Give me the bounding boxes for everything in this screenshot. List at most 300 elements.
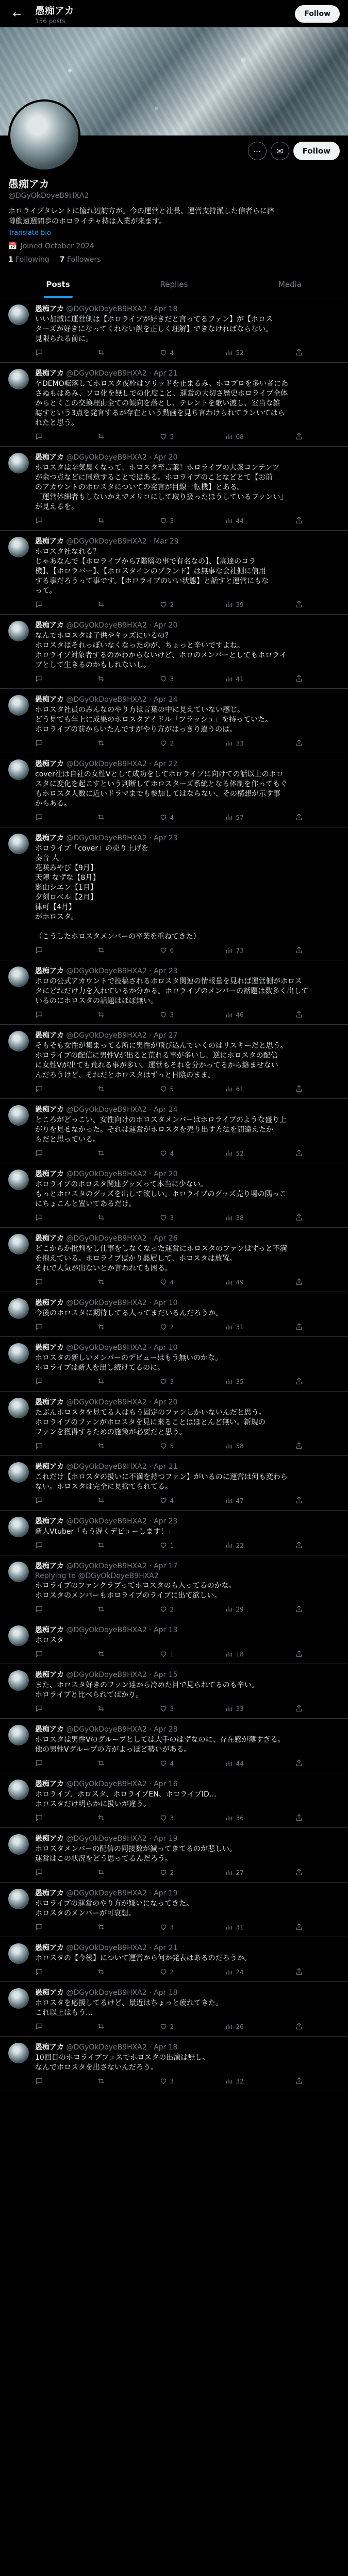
tweet-date[interactable]: Apr 19 <box>154 1834 178 1843</box>
tweet[interactable] <box>0 960 348 1025</box>
tweet-author-name[interactable]: 愚痴アカ <box>35 621 64 630</box>
repost-button[interactable] <box>97 1010 108 1020</box>
repost-button[interactable] <box>97 1442 108 1451</box>
tweet-author-name[interactable]: 愚痴アカ <box>35 1625 64 1634</box>
like-button[interactable] <box>159 1814 174 1823</box>
views-button[interactable] <box>225 739 243 749</box>
tweet-author-name[interactable]: 愚痴アカ <box>35 369 64 378</box>
tweet-author-name[interactable]: 愚痴アカ <box>35 1562 64 1570</box>
tweet-avatar[interactable] <box>8 2043 29 2063</box>
reply-button[interactable] <box>35 2022 46 2032</box>
tweet-author-name[interactable]: 愚痴アカ <box>35 537 64 546</box>
tweet-author-name[interactable]: 愚痴アカ <box>35 1780 64 1788</box>
tweet-avatar[interactable] <box>8 1462 29 1483</box>
tweet-date[interactable]: Apr 10 <box>154 1343 178 1352</box>
tweet-author-name[interactable]: 愚痴アカ <box>35 1517 64 1526</box>
repost-button[interactable] <box>97 1213 108 1223</box>
tweet-author-handle[interactable]: @DGyOkDoyeB9HXA2 <box>66 1170 147 1178</box>
share-button[interactable] <box>295 1759 303 1769</box>
tweet[interactable] <box>0 689 348 753</box>
tweet-author-handle[interactable]: @DGyOkDoyeB9HXA2 <box>66 1670 147 1679</box>
tweet[interactable] <box>0 1828 348 1883</box>
tweet-avatar[interactable] <box>8 1670 29 1691</box>
tweet-text: ホロスタの新しいメンバーのデビューはもう無いのかな。 ホロライブは新人を出し続けてるのに。 <box>35 1353 223 1372</box>
tweet-date[interactable]: Apr 24 <box>154 695 178 704</box>
tweet[interactable] <box>0 1337 348 1392</box>
like-button[interactable] <box>159 432 174 442</box>
share-button[interactable] <box>295 1213 303 1223</box>
tweet-avatar[interactable] <box>8 1517 29 1537</box>
reply-context[interactable]: Replying to @DGyOkDoyeB9HXA2 <box>35 1571 159 1580</box>
tweet[interactable] <box>0 1555 348 1619</box>
tweet-author-name[interactable]: 愚痴アカ <box>35 1343 64 1352</box>
repost-button[interactable] <box>97 1868 108 1878</box>
share-button[interactable] <box>295 674 303 684</box>
reply-button[interactable] <box>35 674 46 684</box>
share-button[interactable] <box>295 1377 303 1387</box>
repost-button[interactable] <box>97 348 108 358</box>
tweet[interactable] <box>0 1773 348 1828</box>
tweet-author-handle[interactable]: @DGyOkDoyeB9HXA2 <box>66 1298 147 1307</box>
share-button[interactable] <box>295 1496 303 1506</box>
like-button[interactable] <box>159 1605 174 1615</box>
reply-button[interactable] <box>35 1149 46 1159</box>
reply-button[interactable] <box>35 1442 46 1451</box>
reply-button[interactable] <box>35 516 46 526</box>
repost-button[interactable] <box>97 813 108 823</box>
repost-button[interactable] <box>97 1149 108 1159</box>
tweet-author-handle[interactable]: @DGyOkDoyeB9HXA2 <box>66 1780 147 1788</box>
tweet-author-handle[interactable]: @DGyOkDoyeB9HXA2 <box>66 759 147 768</box>
tweet-avatar[interactable] <box>8 1943 29 1964</box>
repost-button[interactable] <box>97 2077 108 2087</box>
views-button[interactable] <box>225 1923 243 1933</box>
tweet-date[interactable]: Mar 29 <box>154 537 179 546</box>
views-button[interactable] <box>225 2022 243 2032</box>
tweet-author-name[interactable]: 愚痴アカ <box>35 1834 64 1843</box>
reply-button[interactable] <box>35 1541 46 1551</box>
like-button[interactable] <box>159 1496 174 1506</box>
share-button[interactable] <box>295 813 303 823</box>
tweet-author-name[interactable]: 愚痴アカ <box>35 1031 64 1040</box>
like-button[interactable] <box>159 946 174 956</box>
like-button[interactable] <box>159 1278 174 1287</box>
share-button[interactable] <box>295 1814 303 1823</box>
share-button[interactable] <box>295 1923 303 1933</box>
repost-button[interactable] <box>97 600 108 610</box>
like-button[interactable] <box>159 1868 174 1878</box>
repost-button[interactable] <box>97 516 108 526</box>
tweet[interactable] <box>0 1937 348 1982</box>
repost-button[interactable] <box>97 1323 108 1332</box>
tweet[interactable] <box>0 753 348 827</box>
tweet-avatar[interactable] <box>8 1834 29 1855</box>
tweet-author-handle[interactable]: @DGyOkDoyeB9HXA2 <box>66 453 147 462</box>
views-button[interactable] <box>225 1704 243 1714</box>
views-button[interactable] <box>225 1442 243 1451</box>
tweet-avatar[interactable] <box>8 1562 29 1582</box>
tweet-avatar[interactable] <box>8 1889 29 1909</box>
tweet-date[interactable]: Apr 20 <box>154 1170 178 1178</box>
share-button[interactable] <box>295 1541 303 1551</box>
tweet-author-handle[interactable]: @DGyOkDoyeB9HXA2 <box>66 2043 147 2052</box>
reply-button[interactable] <box>35 600 46 610</box>
reply-button[interactable] <box>35 1814 46 1823</box>
tweet-avatar[interactable] <box>8 1398 29 1418</box>
like-button[interactable] <box>159 1323 174 1332</box>
tweet-date[interactable]: Apr 19 <box>154 1889 178 1897</box>
tweet-author-name[interactable]: 愚痴アカ <box>35 453 64 462</box>
tweet-actions <box>35 2077 303 2087</box>
tweet-author-handle[interactable]: @DGyOkDoyeB9HXA2 <box>66 1725 147 1734</box>
translate-bio-link[interactable]: Translate bio <box>8 229 51 237</box>
reply-button[interactable] <box>35 1496 46 1506</box>
tweet-avatar[interactable] <box>8 1625 29 1646</box>
share-button[interactable] <box>295 516 303 526</box>
tweet-author-handle[interactable]: @DGyOkDoyeB9HXA2 <box>66 1562 147 1570</box>
reply-button[interactable] <box>35 1923 46 1933</box>
tweet-date[interactable]: Apr 15 <box>154 1670 178 1679</box>
repost-icon <box>97 946 105 956</box>
tweet-author-handle[interactable]: @DGyOkDoyeB9HXA2 <box>66 695 147 704</box>
tweet-date[interactable]: Apr 21 <box>154 1943 178 1952</box>
reply-button[interactable] <box>35 1323 46 1332</box>
tweet-author-handle[interactable]: @DGyOkDoyeB9HXA2 <box>66 967 147 975</box>
like-button[interactable] <box>159 1213 174 1223</box>
views-button[interactable] <box>225 946 243 956</box>
views-button[interactable] <box>225 1541 243 1551</box>
tweet-author-name[interactable]: 愚痴アカ <box>35 695 64 704</box>
tab-replies[interactable]: Replies <box>160 279 188 289</box>
tweet-avatar[interactable] <box>8 1780 29 1800</box>
tweet-author-handle[interactable]: @DGyOkDoyeB9HXA2 <box>66 621 147 630</box>
views-button[interactable] <box>225 1496 243 1506</box>
share-button[interactable] <box>295 432 303 442</box>
like-button[interactable] <box>159 1010 174 1020</box>
tweet-avatar[interactable] <box>8 759 29 780</box>
tweet-author-handle[interactable]: @DGyOkDoyeB9HXA2 <box>66 369 147 378</box>
tweet-author-name[interactable]: 愚痴アカ <box>35 1462 64 1471</box>
repost-button[interactable] <box>97 739 108 749</box>
like-button[interactable] <box>159 1541 174 1551</box>
tweet-avatar[interactable] <box>8 1725 29 1745</box>
share-button[interactable] <box>295 1084 303 1094</box>
tweet-author-name[interactable]: 愚痴アカ <box>35 1889 64 1897</box>
reply-button[interactable] <box>35 1278 46 1287</box>
views-button[interactable] <box>225 2077 243 2087</box>
profile-avatar[interactable] <box>8 99 80 172</box>
tweet-avatar[interactable] <box>8 1234 29 1255</box>
like-button[interactable] <box>159 600 174 610</box>
reply-button[interactable] <box>35 1759 46 1769</box>
repost-button[interactable] <box>97 1923 108 1933</box>
tweet-date[interactable]: Apr 20 <box>154 453 178 462</box>
share-button[interactable] <box>295 1010 303 1020</box>
like-button[interactable] <box>159 1923 174 1933</box>
tweet-text: ホロスタは男性Vのグループとしては大手のはずなのに、存在感が薄すぎる。 他の男性Vグループの方がよっぽど勢いがある。 <box>35 1735 285 1754</box>
share-button[interactable] <box>295 946 303 956</box>
tweet-date[interactable]: Apr 22 <box>154 759 178 768</box>
reply-button[interactable] <box>35 1868 46 1878</box>
tweet-author-name[interactable]: 愚痴アカ <box>35 1105 64 1114</box>
repost-button[interactable] <box>97 2022 108 2032</box>
like-button[interactable] <box>159 1704 174 1714</box>
repost-button[interactable] <box>97 1814 108 1823</box>
views-button[interactable] <box>225 813 243 823</box>
share-button[interactable] <box>295 1968 303 1977</box>
like-button[interactable] <box>159 1377 174 1387</box>
reply-button[interactable] <box>35 1650 46 1659</box>
tweet-author-handle[interactable]: @DGyOkDoyeB9HXA2 <box>66 1343 147 1352</box>
tweet[interactable] <box>0 1392 348 1456</box>
tweet-author-name[interactable]: 愚痴アカ <box>35 1725 64 1734</box>
reply-button[interactable] <box>35 946 46 956</box>
reply-button[interactable] <box>35 1968 46 1977</box>
tweet-author-handle[interactable]: @DGyOkDoyeB9HXA2 <box>66 537 147 546</box>
tweet-date[interactable]: Apr 27 <box>154 1031 178 1040</box>
reply-button[interactable] <box>35 1213 46 1223</box>
tweet-date[interactable]: Apr 23 <box>154 834 178 842</box>
tweet-author-handle[interactable]: @DGyOkDoyeB9HXA2 <box>66 834 147 842</box>
repost-button[interactable] <box>97 1541 108 1551</box>
tweet-author-name[interactable]: 愚痴アカ <box>35 1988 64 1997</box>
tweet-author-handle[interactable]: @DGyOkDoyeB9HXA2 <box>66 304 147 313</box>
tweet-date[interactable]: Apr 20 <box>154 1398 178 1406</box>
like-count: 3 <box>170 1011 174 1019</box>
like-button[interactable] <box>159 1650 174 1659</box>
repost-button[interactable] <box>97 946 108 956</box>
tweet-date[interactable]: Apr 23 <box>154 1517 178 1526</box>
share-button[interactable] <box>295 1323 303 1332</box>
followers-link[interactable]: 7 Followers <box>59 255 101 264</box>
share-button[interactable] <box>295 739 303 749</box>
tweet-author-name[interactable]: 愚痴アカ <box>35 967 64 975</box>
tweet[interactable] <box>0 1228 348 1292</box>
share-button[interactable] <box>295 1704 303 1714</box>
repost-button[interactable] <box>97 1377 108 1387</box>
views-button[interactable] <box>225 1323 243 1332</box>
tweet-avatar[interactable] <box>8 537 29 557</box>
tweet[interactable] <box>0 1511 348 1555</box>
repost-button[interactable] <box>97 1704 108 1714</box>
tweet-avatar[interactable] <box>8 1988 29 2009</box>
tweet-date[interactable]: Apr 13 <box>154 1625 178 1634</box>
tweet-author-handle[interactable]: @DGyOkDoyeB9HXA2 <box>66 1105 147 1114</box>
views-button[interactable] <box>225 1213 243 1223</box>
tweet-author-name[interactable]: 愚痴アカ <box>35 1670 64 1679</box>
tweet-author-name[interactable]: 愚痴アカ <box>35 1234 64 1243</box>
tweet-text: 10回目のホロライブフェスでホロスタの出演は無し。 なんでホロスタを出さないんだろう。 <box>35 2053 210 2072</box>
like-button[interactable] <box>159 516 174 526</box>
tweet-author-handle[interactable]: @DGyOkDoyeB9HXA2 <box>66 1398 147 1406</box>
reply-button[interactable] <box>35 1084 46 1094</box>
tweet-avatar[interactable] <box>8 621 29 641</box>
repost-button[interactable] <box>97 1496 108 1506</box>
tweet-avatar[interactable] <box>8 369 29 389</box>
tweet-avatar[interactable] <box>8 695 29 716</box>
share-button[interactable] <box>295 2022 303 2032</box>
tweet[interactable] <box>0 1982 348 2037</box>
tweet-author-name[interactable]: 愚痴アカ <box>35 304 64 313</box>
views-button[interactable] <box>225 1278 243 1287</box>
share-button[interactable] <box>295 1442 303 1451</box>
tweet[interactable] <box>0 1619 348 1664</box>
repost-button[interactable] <box>97 1605 108 1615</box>
tweet-date[interactable]: Apr 24 <box>154 1105 178 1114</box>
reply-button[interactable] <box>35 1704 46 1714</box>
reply-button[interactable] <box>35 739 46 749</box>
like-button[interactable] <box>159 813 174 823</box>
tweet[interactable] <box>0 1664 348 1719</box>
tweet-author-handle[interactable]: @DGyOkDoyeB9HXA2 <box>66 1943 147 1952</box>
tweet[interactable] <box>0 298 348 363</box>
tweet-avatar[interactable] <box>8 834 29 854</box>
tweet-date[interactable]: Apr 21 <box>154 369 178 378</box>
like-button[interactable] <box>159 2077 174 2087</box>
following-link[interactable]: 1 Following <box>8 255 49 264</box>
tweet[interactable] <box>0 1292 348 1337</box>
tweet[interactable] <box>0 1456 348 1511</box>
tab-posts[interactable]: Posts <box>0 271 116 298</box>
views-button[interactable] <box>225 348 243 358</box>
share-button[interactable] <box>295 348 303 358</box>
tweet[interactable] <box>0 2037 348 2091</box>
views-button[interactable] <box>225 600 243 610</box>
message-icon[interactable]: ✉ <box>271 142 289 160</box>
reply-button[interactable] <box>35 1377 46 1387</box>
tweet-date[interactable]: Apr 26 <box>154 1234 178 1243</box>
tweet-author-name[interactable]: 愚痴アカ <box>35 759 64 768</box>
tweet-date[interactable]: Apr 23 <box>154 967 178 975</box>
tweet-author-name[interactable]: 愚痴アカ <box>35 1398 64 1406</box>
views-button[interactable] <box>225 1868 243 1878</box>
tweet-avatar[interactable] <box>8 453 29 473</box>
tab-media[interactable]: Media <box>278 279 302 289</box>
like-button[interactable] <box>159 739 174 749</box>
tweet-date[interactable]: Apr 16 <box>154 1780 178 1788</box>
tweet-author-handle[interactable]: @DGyOkDoyeB9HXA2 <box>66 1462 147 1471</box>
tweet[interactable] <box>0 827 348 960</box>
like-button[interactable] <box>159 674 174 684</box>
tweet-date[interactable]: Apr 18 <box>154 2043 178 2052</box>
like-button[interactable] <box>159 1442 174 1451</box>
share-button[interactable] <box>295 1605 303 1615</box>
tweet[interactable] <box>0 615 348 689</box>
reply-button[interactable] <box>35 348 46 358</box>
share-icon <box>295 946 303 956</box>
tweet[interactable] <box>0 1719 348 1773</box>
views-button[interactable] <box>225 516 243 526</box>
tweet[interactable] <box>0 363 348 447</box>
follow-button[interactable]: Follow <box>293 142 340 160</box>
repost-button[interactable] <box>97 1759 108 1769</box>
reply-button[interactable] <box>35 813 46 823</box>
tweet-author-name[interactable]: 愚痴アカ <box>35 834 64 842</box>
back-arrow-icon[interactable]: ← <box>12 7 22 20</box>
share-button[interactable] <box>295 1868 303 1878</box>
tweet-avatar[interactable] <box>8 1298 29 1319</box>
tweet-avatar[interactable] <box>8 1031 29 1052</box>
more-options-icon[interactable]: ⋯ <box>248 142 267 160</box>
tweet-author-handle[interactable]: @DGyOkDoyeB9HXA2 <box>66 1031 147 1040</box>
tweet-author-handle[interactable]: @DGyOkDoyeB9HXA2 <box>66 1889 147 1897</box>
repost-button[interactable] <box>97 1084 108 1094</box>
tweet-author-handle[interactable]: @DGyOkDoyeB9HXA2 <box>66 1234 147 1243</box>
tweet-date[interactable]: Apr 17 <box>154 1562 178 1570</box>
tweet-avatar[interactable] <box>8 967 29 987</box>
share-button[interactable] <box>295 1650 303 1659</box>
tweet-date[interactable]: Apr 21 <box>154 1462 178 1471</box>
like-button[interactable] <box>159 1084 174 1094</box>
tweet-avatar[interactable] <box>8 304 29 325</box>
tweet-author-name[interactable]: 愚痴アカ <box>35 1943 64 1952</box>
tweet-author-handle[interactable]: @DGyOkDoyeB9HXA2 <box>66 1988 147 1997</box>
repost-button[interactable] <box>97 674 108 684</box>
tweet-author-name[interactable]: 愚痴アカ <box>35 2043 64 2052</box>
tweet[interactable] <box>0 1883 348 1937</box>
tweet-author-name[interactable]: 愚痴アカ <box>35 1298 64 1307</box>
views-button[interactable] <box>225 1605 243 1615</box>
like-button[interactable] <box>159 348 174 358</box>
like-button[interactable] <box>159 1968 174 1977</box>
share-button[interactable] <box>295 600 303 610</box>
views-button[interactable] <box>225 1377 243 1387</box>
repost-button[interactable] <box>97 432 108 442</box>
tweet-author-handle[interactable]: @DGyOkDoyeB9HXA2 <box>66 1517 147 1526</box>
tweet-avatar[interactable] <box>8 1343 29 1364</box>
header-follow-button[interactable]: Follow <box>295 5 340 23</box>
repost-button[interactable] <box>97 1968 108 1977</box>
tweet[interactable] <box>0 1099 348 1163</box>
tweet[interactable] <box>0 447 348 531</box>
tweet-author-name[interactable]: 愚痴アカ <box>35 1170 64 1178</box>
share-button[interactable] <box>295 1149 303 1159</box>
repost-button[interactable] <box>97 1650 108 1659</box>
reply-button[interactable] <box>35 432 46 442</box>
tweet-author-handle[interactable]: @DGyOkDoyeB9HXA2 <box>66 1834 147 1843</box>
views-button[interactable] <box>225 1814 243 1823</box>
views-button[interactable] <box>225 674 243 684</box>
tweet-date[interactable]: Apr 10 <box>154 1298 178 1307</box>
tweet[interactable] <box>0 1025 348 1099</box>
like-button[interactable] <box>159 1149 174 1159</box>
views-button[interactable] <box>225 1759 243 1769</box>
views-button[interactable] <box>225 1010 243 1020</box>
like-button[interactable] <box>159 1759 174 1769</box>
tweet-avatar[interactable] <box>8 1170 29 1190</box>
views-button[interactable] <box>225 1149 243 1159</box>
reply-button[interactable] <box>35 2077 46 2087</box>
tweet[interactable] <box>0 1163 348 1228</box>
share-button[interactable] <box>295 1278 303 1287</box>
tweet-date[interactable]: Apr 18 <box>154 1988 178 1997</box>
tweet-date[interactable]: Apr 20 <box>154 621 178 630</box>
tweet[interactable] <box>0 531 348 615</box>
views-button[interactable] <box>225 1968 243 1977</box>
views-button[interactable] <box>225 1650 243 1659</box>
tweet-date[interactable]: Apr 28 <box>154 1725 178 1734</box>
share-button[interactable] <box>295 2077 303 2087</box>
tweet-date[interactable]: Apr 18 <box>154 304 178 313</box>
reply-button[interactable] <box>35 1605 46 1615</box>
views-button[interactable] <box>225 1084 243 1094</box>
reply-button[interactable] <box>35 1010 46 1020</box>
views-button[interactable] <box>225 432 243 442</box>
tweet-avatar[interactable] <box>8 1105 29 1126</box>
tweet-author-handle[interactable]: @DGyOkDoyeB9HXA2 <box>66 1625 147 1634</box>
like-button[interactable] <box>159 2022 174 2032</box>
repost-button[interactable] <box>97 1278 108 1287</box>
